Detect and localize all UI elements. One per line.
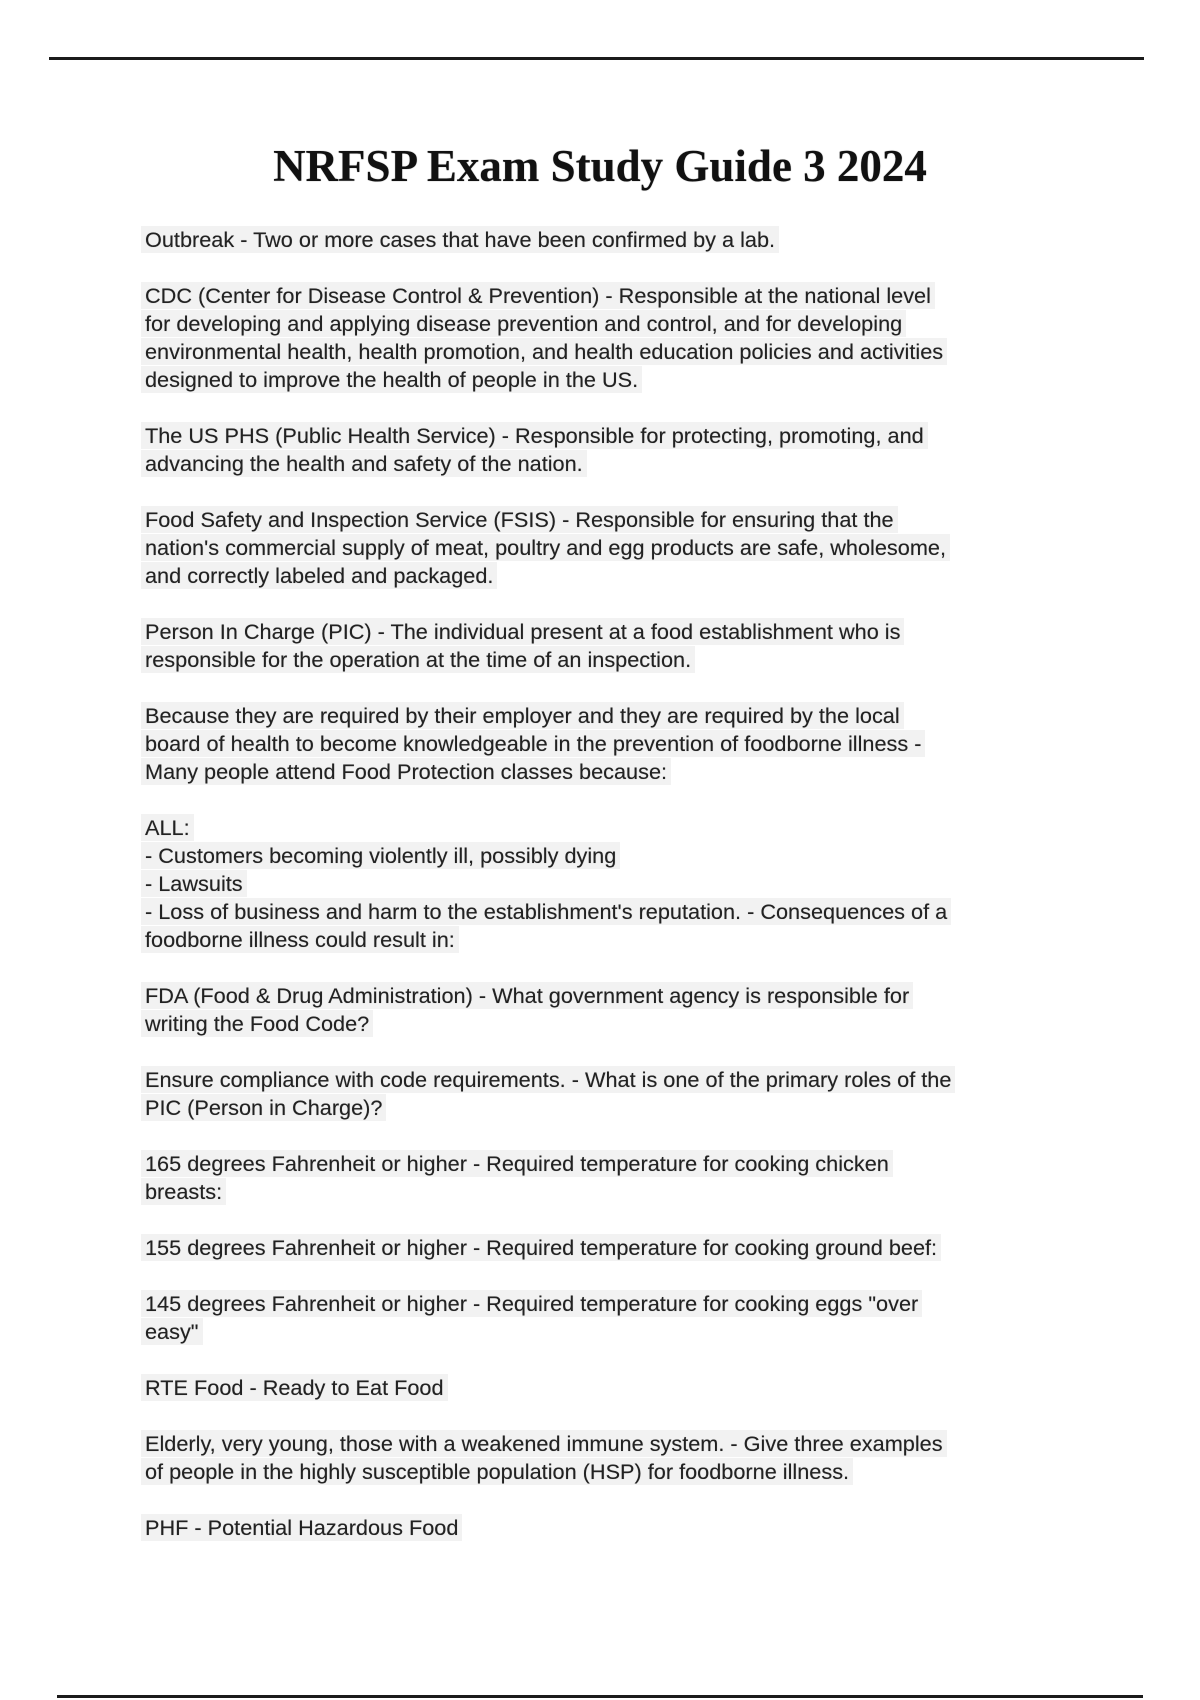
text-line-highlight: board of health to become knowledgeable in the prevention of foodborne illness - bbox=[141, 730, 925, 757]
text-line bbox=[145, 898, 1105, 926]
paragraph bbox=[145, 1514, 1105, 1542]
paragraph bbox=[145, 422, 1105, 478]
text-line-highlight: for developing and applying disease prevention and control, and for developing bbox=[141, 310, 906, 337]
text-line-highlight: responsible for the operation at the time of an inspection. bbox=[141, 646, 695, 673]
text-line bbox=[145, 1290, 1105, 1318]
text-line bbox=[145, 618, 1105, 646]
paragraph bbox=[145, 1290, 1105, 1346]
text-line-highlight: 155 degrees Fahrenheit or higher - Required temperature for cooking ground beef: bbox=[141, 1234, 941, 1261]
bottom-rule bbox=[57, 1695, 1143, 1698]
text-line-highlight: 165 degrees Fahrenheit or higher - Required temperature for cooking chicken bbox=[141, 1150, 893, 1177]
paragraph bbox=[145, 1150, 1105, 1206]
text-line bbox=[145, 1010, 1105, 1038]
text-line bbox=[145, 1514, 1105, 1542]
text-line bbox=[145, 646, 1105, 674]
text-line-highlight: Elderly, very young, those with a weakened immune system. - Give three examples bbox=[141, 1430, 947, 1457]
paragraph bbox=[145, 506, 1105, 590]
text-line bbox=[145, 1374, 1105, 1402]
text-line-highlight: Outbreak - Two or more cases that have been confirmed by a lab. bbox=[141, 226, 779, 253]
text-line-highlight: - Customers becoming violently ill, possibly dying bbox=[141, 842, 620, 869]
text-line bbox=[145, 870, 1105, 898]
text-line-highlight: ALL: bbox=[141, 814, 194, 841]
text-line bbox=[145, 1318, 1105, 1346]
text-line-highlight: Person In Charge (PIC) - The individual present at a food establishment who is bbox=[141, 618, 904, 645]
document-title: NRFSP Exam Study Guide 3 2024 bbox=[273, 141, 927, 191]
text-line-highlight: easy" bbox=[141, 1318, 203, 1345]
text-line-highlight: - Loss of business and harm to the establishment's reputation. - Consequences of a bbox=[141, 898, 951, 925]
paragraph bbox=[145, 1430, 1105, 1486]
paragraph bbox=[145, 1066, 1105, 1122]
paragraph bbox=[145, 282, 1105, 394]
text-line bbox=[145, 758, 1105, 786]
paragraph bbox=[145, 1374, 1105, 1402]
text-line-highlight: foodborne illness could result in: bbox=[141, 926, 459, 953]
text-line-highlight: designed to improve the health of people in the US. bbox=[141, 366, 642, 393]
text-line-highlight: writing the Food Code? bbox=[141, 1010, 373, 1037]
text-line-highlight: Because they are required by their employer and they are required by the local bbox=[141, 702, 904, 729]
paragraph bbox=[145, 814, 1105, 954]
top-rule bbox=[49, 57, 1144, 60]
paragraph bbox=[145, 982, 1105, 1038]
paragraph bbox=[145, 1234, 1105, 1262]
text-line bbox=[145, 310, 1105, 338]
text-line bbox=[145, 534, 1105, 562]
paragraph bbox=[145, 226, 1105, 254]
text-line bbox=[145, 1458, 1105, 1486]
text-line bbox=[145, 982, 1105, 1010]
text-line-highlight: Many people attend Food Protection classes because: bbox=[141, 758, 671, 785]
text-line bbox=[145, 730, 1105, 758]
text-line-highlight: CDC (Center for Disease Control & Prevention) - Responsible at the national level bbox=[141, 282, 935, 309]
text-line-highlight: Food Safety and Inspection Service (FSIS) - Responsible for ensuring that the bbox=[141, 506, 898, 533]
text-line-highlight: PHF - Potential Hazardous Food bbox=[141, 1514, 462, 1541]
text-line bbox=[145, 562, 1105, 590]
text-line bbox=[145, 1234, 1105, 1262]
text-line bbox=[145, 926, 1105, 954]
paragraph bbox=[145, 702, 1105, 786]
text-line-highlight: RTE Food - Ready to Eat Food bbox=[141, 1374, 448, 1401]
text-line bbox=[145, 1066, 1105, 1094]
text-line-highlight: - Lawsuits bbox=[141, 870, 247, 897]
text-line bbox=[145, 366, 1105, 394]
text-line bbox=[145, 702, 1105, 730]
text-line-highlight: Ensure compliance with code requirements. - What is one of the primary roles of the bbox=[141, 1066, 955, 1093]
text-line-highlight: FDA (Food & Drug Administration) - What government agency is responsible for bbox=[141, 982, 913, 1009]
text-line-highlight: breasts: bbox=[141, 1178, 226, 1205]
text-line-highlight: PIC (Person in Charge)? bbox=[141, 1094, 386, 1121]
text-line bbox=[145, 842, 1105, 870]
text-line bbox=[145, 226, 1105, 254]
text-line bbox=[145, 422, 1105, 450]
text-line bbox=[145, 1178, 1105, 1206]
text-line bbox=[145, 1150, 1105, 1178]
text-line-highlight: The US PHS (Public Health Service) - Responsible for protecting, promoting, and bbox=[141, 422, 928, 449]
text-line bbox=[145, 1430, 1105, 1458]
text-line bbox=[145, 450, 1105, 478]
text-line-highlight: of people in the highly susceptible population (HSP) for foodborne illness. bbox=[141, 1458, 853, 1485]
document-body bbox=[145, 226, 1105, 1542]
text-line bbox=[145, 338, 1105, 366]
text-line bbox=[145, 1094, 1105, 1122]
text-line bbox=[145, 506, 1105, 534]
text-line-highlight: environmental health, health promotion, and health education policies and activities bbox=[141, 338, 947, 365]
text-line-highlight: and correctly labeled and packaged. bbox=[141, 562, 497, 589]
text-line bbox=[145, 814, 1105, 842]
text-line-highlight: 145 degrees Fahrenheit or higher - Required temperature for cooking eggs "over bbox=[141, 1290, 922, 1317]
text-line-highlight: nation's commercial supply of meat, poultry and egg products are safe, wholesome, bbox=[141, 534, 950, 561]
text-line bbox=[145, 282, 1105, 310]
text-line-highlight: advancing the health and safety of the nation. bbox=[141, 450, 587, 477]
paragraph bbox=[145, 618, 1105, 674]
